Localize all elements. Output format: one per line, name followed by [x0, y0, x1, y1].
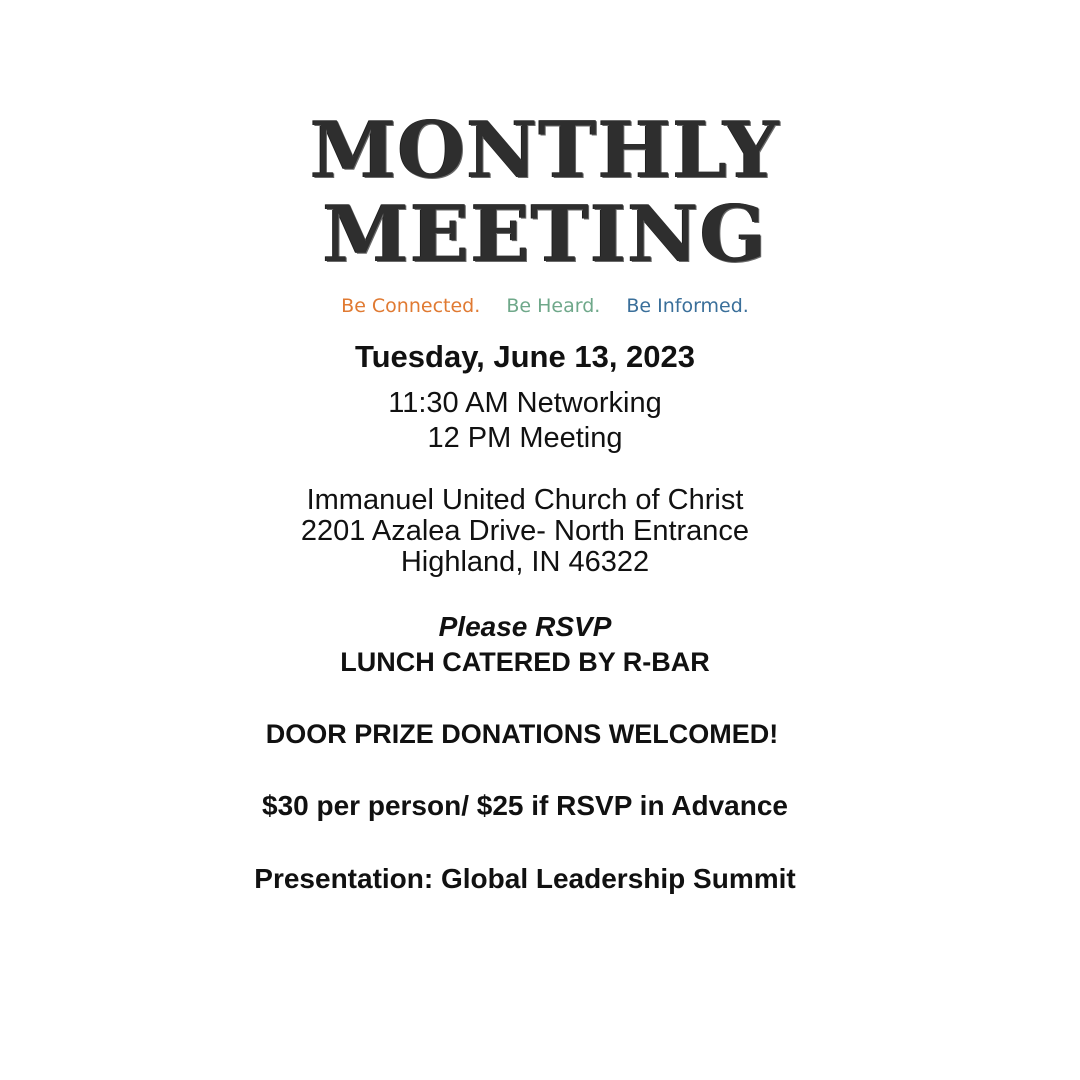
venue-city: Highland, IN 46322 — [400, 546, 650, 578]
venue-name: Immanuel United Church of Christ — [306, 484, 744, 516]
tagline-heard: Be Heard. — [506, 295, 601, 317]
venue-street: 2201 Azalea Drive- North Entrance — [300, 515, 750, 547]
presentation-title: Presentation: Global Leadership Summit — [254, 863, 796, 894]
networking-time: 11:30 AM Networking — [388, 387, 662, 419]
door-prize-note: DOOR PRIZE DONATIONS WELCOMED! — [265, 719, 779, 749]
logo-title-line-2: MEETING — [322, 189, 768, 280]
tagline-connected: Be Connected. — [341, 295, 481, 317]
event-date: Tuesday, June 13, 2023 — [354, 339, 696, 374]
logo-title-line-1: MONTHLY — [310, 105, 780, 196]
monthly-meeting-logo — [300, 100, 790, 330]
rsvp-note: Please RSVP — [438, 611, 612, 642]
tagline-informed: Be Informed. — [626, 295, 749, 317]
meeting-time: 12 PM Meeting — [427, 422, 623, 454]
catering-note: LUNCH CATERED BY R-BAR — [340, 647, 710, 677]
tagline — [300, 295, 790, 317]
price-note: $30 per person/ $25 if RSVP in Advance — [262, 790, 788, 821]
